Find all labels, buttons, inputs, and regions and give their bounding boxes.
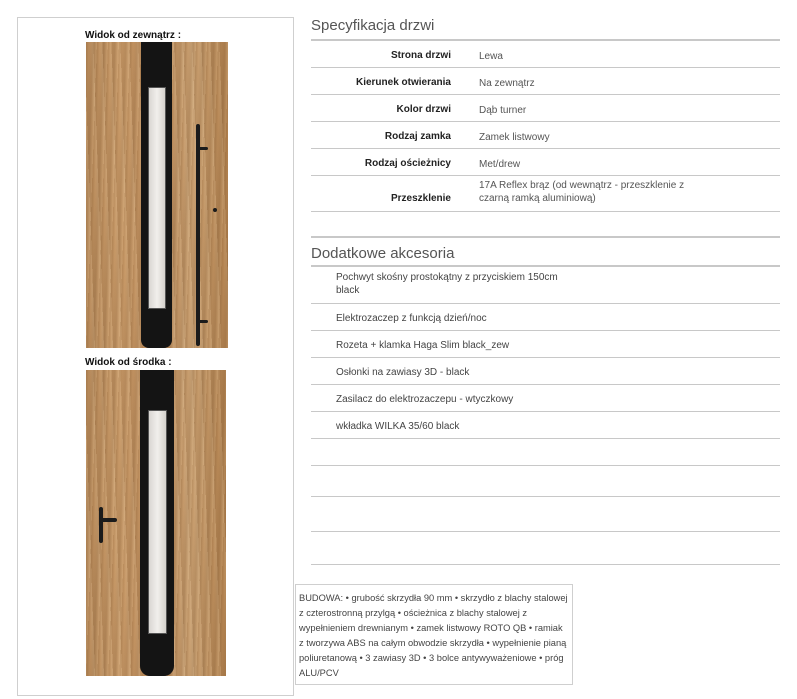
accessories-title: Dodatkowe akcesoria [311, 245, 455, 262]
divider [311, 39, 780, 41]
handle-bracket-bottom [196, 320, 208, 323]
spec-value-oscieznica: Met/drew [479, 159, 521, 170]
divider [311, 357, 780, 358]
divider [311, 303, 780, 304]
construction-description: BUDOWA: • grubość skrzydła 90 mm • skrzydło z blachy stalowej z czterostronną przylgą • ościeżnica z blachy stalowej z wypełnieniem drewnianym • zamek listwowy ROTO QB • ramiak z tworzywa ABS na całym obwodzie skrzydła • wypełnienie pianą poliuretanową • 3 zawiasy 3D • 3 bolce antywyważeniowe • próg ALU/PCV [295, 584, 573, 685]
outside-view-title: Widok od zewnątrz : [85, 30, 182, 41]
accessory-item: Zasilacz do elektrozaczepu - wtyczkowy [336, 394, 514, 405]
divider [311, 94, 780, 95]
spec-value-zamek: Zamek listwowy [479, 132, 550, 143]
divider [311, 175, 780, 176]
spec-title: Specyfikacja drzwi [311, 17, 435, 34]
divider [311, 121, 780, 122]
door-inside-image [86, 370, 226, 676]
spec-label-zamek: Rodzaj zamka [384, 131, 451, 142]
lever-handle [99, 518, 117, 522]
spec-label-oscieznica: Rodzaj ościeżnicy [364, 158, 451, 169]
divider [311, 148, 780, 149]
divider [311, 438, 780, 439]
divider [311, 564, 780, 565]
spec-label-strona: Strona drzwi [390, 50, 451, 61]
accessory-item: Osłonki na zawiasy 3D - black [336, 367, 470, 378]
divider [311, 465, 780, 466]
divider [311, 330, 780, 331]
glass-pane [148, 87, 166, 309]
accessory-item: wkładka WILKA 35/60 black [336, 421, 460, 432]
lock-cylinder [213, 208, 217, 212]
divider [311, 67, 780, 68]
spec-label-kierunek: Kierunek otwierania [355, 77, 451, 88]
pull-handle [196, 124, 200, 346]
divider [311, 384, 780, 385]
divider [311, 496, 780, 497]
spec-value-kolor: Dąb turner [479, 105, 527, 116]
spec-value-strona: Lewa [479, 51, 503, 62]
divider [311, 236, 780, 238]
divider [311, 531, 780, 532]
divider [311, 411, 780, 412]
spec-label-przeszklenie: Przeszklenie [390, 193, 451, 204]
inside-view-title: Widok od środka : [85, 357, 172, 368]
divider [311, 211, 780, 212]
accessory-item: Elektrozaczep z funkcją dzień/noc [336, 313, 487, 324]
handle-bracket-top [196, 147, 208, 150]
spec-label-kolor: Kolor drzwi [396, 104, 451, 115]
spec-value-kierunek: Na zewnątrz [479, 78, 535, 89]
door-outside-image [86, 42, 228, 348]
accessory-item: Pochwyt skośny prostokątny z przyciskiem 150cm black [336, 272, 558, 296]
accessory-item: Rozeta + klamka Haga Slim black_zew [336, 340, 510, 351]
glass-pane [148, 410, 167, 634]
divider [311, 265, 780, 267]
spec-value-przeszklenie: 17A Reflex brąz (od wewnątrz - przeszklenie z czarną ramką aluminiową) [479, 180, 685, 204]
lever-handle-plate [99, 507, 103, 543]
